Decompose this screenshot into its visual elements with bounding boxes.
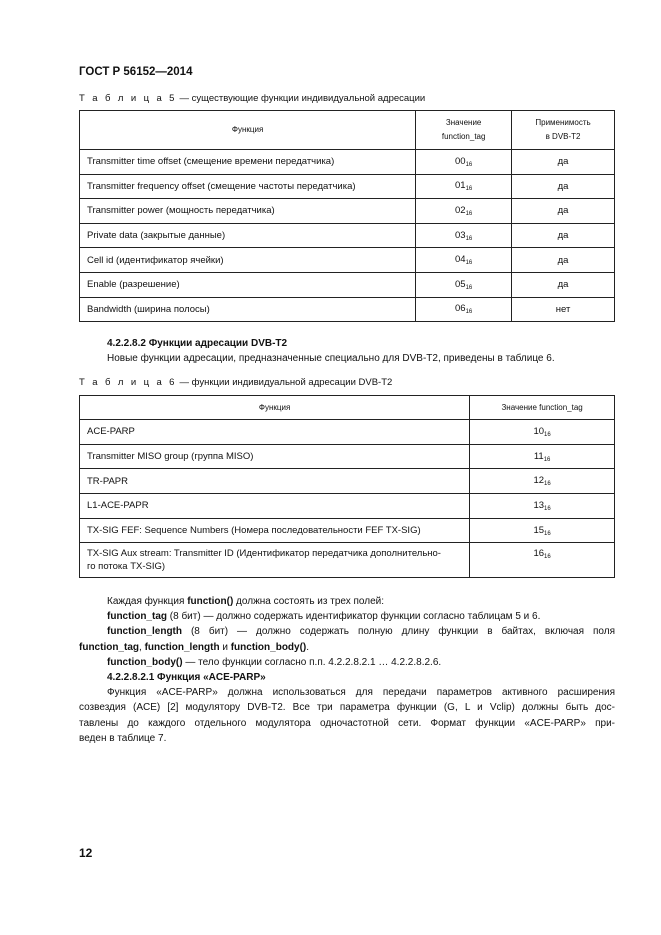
table-row (80, 223, 615, 248)
table5-header-tag (416, 111, 512, 150)
table5-header-function: Функция (80, 111, 416, 150)
table5-cell-apply: да (512, 174, 615, 199)
table6-header-tag: Значение function_tag (470, 396, 615, 420)
table5-cell-tag: $04_{16}$ (416, 248, 512, 273)
table5-cell-apply: да (512, 199, 615, 224)
table6-cell-tag: $15_{16}$ (470, 518, 615, 543)
table5-cell-tag: $03_{16}$ (416, 223, 512, 248)
table6-cell-function: TR-PAPR (80, 469, 470, 494)
table5-cell-function: Private data (закрытые данные) (80, 223, 416, 248)
table5-header-row (80, 111, 615, 150)
paragraph-ace-parp-line1: Функция «ACE-PARP» должна использоваться для передачи параметров активного расширения (107, 687, 615, 699)
table-row (80, 150, 615, 175)
paragraph-function-body: function_body() — тело функции согласно п.п. 4.2.2.8.2.1 … 4.2.2.8.2.6. (107, 656, 442, 668)
table6-cell-function: TX-SIG FEF: Sequence Numbers (Номера последовательности FEF TX-SIG) (80, 518, 470, 543)
paragraph-function-tag: function_tag (8 бит) — должно содержать идентификатор функции согласно таблицам 5 и 6. (107, 611, 541, 623)
table5-cell-function: Bandwidth (ширина полосы) (80, 297, 416, 322)
paragraph-function-length-cont: function_tag, function_length и function_body(). (79, 641, 310, 653)
table6-caption-text: — функции индивидуальной адресации DVB-T2 (176, 377, 393, 388)
table5-cell-apply: да (512, 248, 615, 273)
table6-cell-function: L1-ACE-PAPR (80, 494, 470, 519)
table6-cell-function: ACE-PARP (80, 420, 470, 445)
table5-cell-function: Transmitter time offset (смещение времени передатчика) (80, 150, 416, 175)
table5-header-apply (512, 111, 615, 150)
table6 (79, 395, 615, 578)
table5-caption-text: — существующие функции индивидуальной адресации (176, 93, 426, 104)
paragraph-function-length: function_length (8 бит) — должно содержать полную длину функции в байтах, включая поля (107, 626, 615, 638)
table6-caption-prefix: Т а б л и ц а 6 (79, 377, 177, 388)
table-row (80, 297, 615, 322)
table5 (79, 110, 615, 322)
body-text (79, 594, 615, 746)
section-heading: 4.2.2.8.2 Функции адресации DVB-T2 (107, 338, 288, 349)
table6-caption (79, 377, 392, 388)
table5-cell-apply: да (512, 150, 615, 175)
table6-cell-tag: $16_{16}$ (470, 543, 615, 578)
section-42282 (79, 336, 615, 366)
table5-cell-apply: да (512, 223, 615, 248)
table5-cell-tag: $06_{16}$ (416, 297, 512, 322)
page-number: 12 (79, 846, 93, 860)
table5-cell-function: Transmitter power (мощность передатчика) (80, 199, 416, 224)
table5-header-tag-line1: Значение (445, 118, 482, 127)
table6-header-function: Функция (80, 396, 470, 420)
paragraph-ace-parp-line3: тавлены до каждого отдельного модулятора одночастотной сети. Формат функции «ACE-PARP» при- (79, 717, 615, 729)
table6-header-row (80, 396, 615, 420)
section-text: Новые функции адресации, предназначенные специально для DVB-T2, приведены в таблице 6. (107, 353, 555, 365)
table5-cell-function: Cell id (идентификатор ячейки) (80, 248, 416, 273)
table5-cell-function: Enable (разрешение) (80, 272, 416, 297)
table5-cell-tag: $00_{16}$ (416, 150, 512, 175)
table-row (80, 199, 615, 224)
table-row (80, 248, 615, 273)
table5-cell-apply: нет (512, 297, 615, 322)
table5-cell-apply: да (512, 272, 615, 297)
table5-cell-tag: $05_{16}$ (416, 272, 512, 297)
table5-header-tag-line2: function_tag (441, 132, 486, 141)
table-row (80, 174, 615, 199)
document-header: ГОСТ Р 56152—2014 (79, 66, 193, 78)
table-row (80, 420, 615, 445)
paragraph-fields-intro: Каждая функция function() должна состоять из трех полей: (107, 596, 385, 607)
table6-cell-tag: $11_{16}$ (470, 444, 615, 469)
table5-caption-prefix: Т а б л и ц а 5 (79, 93, 177, 104)
table5-header-apply-line1: Применимость (535, 118, 591, 127)
table6-cell-tag: $12_{16}$ (470, 469, 615, 494)
table-row (80, 494, 615, 519)
table-row (80, 469, 615, 494)
section-heading-ace-parp: 4.2.2.8.2.1 Функция «ACE-PARP» (107, 672, 266, 684)
paragraph-ace-parp-line2: созвездия (ACE) [2] модулятору DVB-T2. Все три параметра функции (G, L и Vclip) должны быть дос- (79, 702, 615, 714)
table-row (80, 518, 615, 543)
table5-header-apply-line2: в DVB-T2 (545, 132, 581, 141)
table6-cell-function: TX-SIG Aux stream: Transmitter ID (Идентификатор передатчика дополнительно- го потока TX-SIG) (80, 543, 470, 578)
table-row (80, 272, 615, 297)
table5-cell-tag: $01_{16}$ (416, 174, 512, 199)
table-row (80, 543, 615, 578)
table6-cell-tag: $13_{16}$ (470, 494, 615, 519)
table5-caption (79, 93, 425, 104)
table6-cell-tag: $10_{16}$ (470, 420, 615, 445)
table6-cell-function: Transmitter MISO group (группа MISO) (80, 444, 470, 469)
paragraph-ace-parp-line4: веден в таблице 7. (79, 732, 167, 744)
table5-cell-function: Transmitter frequency offset (смещение частоты передатчика) (80, 174, 416, 199)
table5-cell-tag: $02_{16}$ (416, 199, 512, 224)
table-row (80, 444, 615, 469)
